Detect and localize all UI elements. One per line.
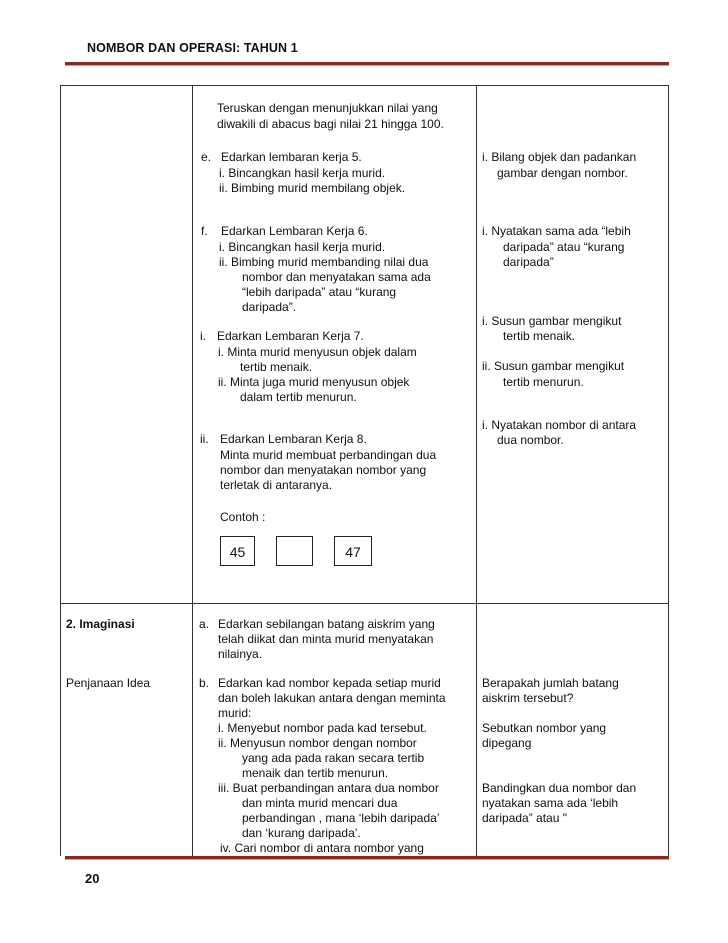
sub-item-cont: dalam tertib menurun. bbox=[240, 390, 357, 404]
table-left-border bbox=[60, 85, 61, 856]
item-line: nilainya. bbox=[218, 647, 263, 661]
sub-item: i. Bincangkan hasil kerja murid. bbox=[219, 166, 386, 180]
item-line: nombor dan menyatakan nombor yang bbox=[220, 463, 427, 477]
note-line: tertib menurun. bbox=[503, 375, 584, 389]
table-col-divider-2 bbox=[476, 85, 477, 856]
item-marker: ii. bbox=[200, 432, 209, 446]
sub-item-cont: yang ada pada rakan secara tertib bbox=[242, 751, 425, 765]
note-line: Bandingkan dua nombor dan bbox=[482, 781, 637, 795]
item-marker: b. bbox=[199, 676, 210, 690]
sub-item-cont: nombor dan menyatakan sama ada bbox=[242, 270, 431, 284]
sub-item: ii. Bimbing murid membilang objek. bbox=[219, 181, 406, 195]
note-line: ii. Susun gambar mengikut bbox=[482, 359, 625, 373]
subtopic-title: Penjanaan Idea bbox=[66, 676, 151, 690]
item-title: Edarkan Lembaran Kerja 8. bbox=[220, 432, 367, 446]
number-box-last: 47 bbox=[334, 536, 372, 566]
sub-item-cont: daripada”. bbox=[242, 300, 297, 314]
page-header-title: NOMBOR DAN OPERASI: TAHUN 1 bbox=[87, 41, 298, 55]
note-line: aiskrim tersebut? bbox=[482, 691, 574, 705]
number-box-first: 45 bbox=[220, 536, 255, 566]
note-line: dua nombor. bbox=[497, 433, 564, 447]
number-box-blank bbox=[276, 536, 313, 566]
item-marker: f. bbox=[201, 224, 208, 238]
intro-line: diwakili di abacus bagi nilai 21 hingga 100. bbox=[217, 117, 444, 131]
note-line: tertib menaik. bbox=[503, 329, 576, 343]
note-line: i. Susun gambar mengikut bbox=[482, 314, 622, 328]
item-title: Edarkan Lembaran Kerja 7. bbox=[217, 329, 364, 343]
item-line: telah diikat dan minta murid menyatakan bbox=[218, 632, 434, 646]
footer-rule-thin bbox=[65, 859, 669, 860]
sub-item: iii. Buat perbandingan antara dua nombor bbox=[218, 781, 439, 795]
note-line: nyatakan sama ada ‘lebih bbox=[482, 796, 619, 810]
table-row-divider bbox=[60, 603, 669, 604]
table-top-border bbox=[60, 85, 669, 86]
note-line: i. Nyatakan nombor di antara bbox=[482, 418, 637, 432]
sub-item: ii. Minta juga murid menyusun objek bbox=[218, 375, 410, 389]
note-line: daripada” bbox=[503, 255, 554, 269]
sub-item: i. Menyebut nombor pada kad tersebut. bbox=[218, 721, 427, 735]
sub-item-cont: menaik dan tertib menurun. bbox=[242, 766, 389, 780]
item-line: murid: bbox=[218, 706, 252, 720]
note-line: gambar dengan nombor. bbox=[497, 166, 628, 180]
intro-line: Teruskan dengan menunjukkan nilai yang bbox=[217, 101, 438, 115]
sub-item: i. Minta murid menyusun objek dalam bbox=[218, 345, 417, 359]
item-line: dan boleh lakukan antara dengan meminta bbox=[218, 691, 446, 705]
item-title: Edarkan lembaran kerja 5. bbox=[221, 150, 362, 164]
sub-item: iv. Cari nombor di antara nombor yang bbox=[220, 841, 424, 855]
note-line: Berapakah jumlah batang bbox=[482, 676, 619, 690]
sub-item: i. Bincangkan hasil kerja murid. bbox=[219, 240, 386, 254]
note-line: daripada” atau “kurang bbox=[503, 240, 625, 254]
note-line: Sebutkan nombor yang bbox=[482, 721, 607, 735]
item-marker: e. bbox=[201, 150, 212, 164]
header-rule-thin bbox=[65, 65, 669, 66]
sub-item-cont: dan ‘kurang daripada’. bbox=[242, 826, 361, 840]
sub-item-cont: “lebih daripada” atau “kurang bbox=[242, 285, 397, 299]
sub-item-cont: tertib menaik. bbox=[240, 360, 313, 374]
table-col-divider-1 bbox=[192, 85, 193, 856]
item-line: Edarkan kad nombor kepada setiap murid bbox=[218, 676, 441, 690]
item-line: Minta murid membuat perbandingan dua bbox=[220, 448, 437, 462]
note-line: i. Nyatakan sama ada “lebih bbox=[482, 224, 631, 238]
item-title: Edarkan Lembaran Kerja 6. bbox=[221, 224, 368, 238]
sub-item: ii. Bimbing murid membanding nilai dua bbox=[219, 255, 429, 269]
sub-item: ii. Menyusun nombor dengan nombor bbox=[218, 736, 417, 750]
note-line: dipegang bbox=[482, 736, 532, 750]
note-line: i. Bilang objek dan padankan bbox=[482, 150, 637, 164]
sub-item-cont: dan minta murid mencari dua bbox=[242, 796, 398, 810]
sub-item-cont: perbandingan , mana ‘lebih daripada’ bbox=[242, 811, 440, 825]
item-marker: a. bbox=[199, 617, 210, 631]
example-label: Contoh : bbox=[220, 510, 266, 524]
table-right-border bbox=[668, 85, 669, 856]
item-line: terletak di antaranya. bbox=[220, 478, 333, 492]
item-marker: i. bbox=[200, 329, 206, 343]
topic-title: 2. Imaginasi bbox=[66, 617, 135, 631]
item-line: Edarkan sebilangan batang aiskrim yang bbox=[218, 617, 435, 631]
note-line: daripada” atau " bbox=[482, 811, 567, 825]
page-number: 20 bbox=[85, 871, 100, 886]
